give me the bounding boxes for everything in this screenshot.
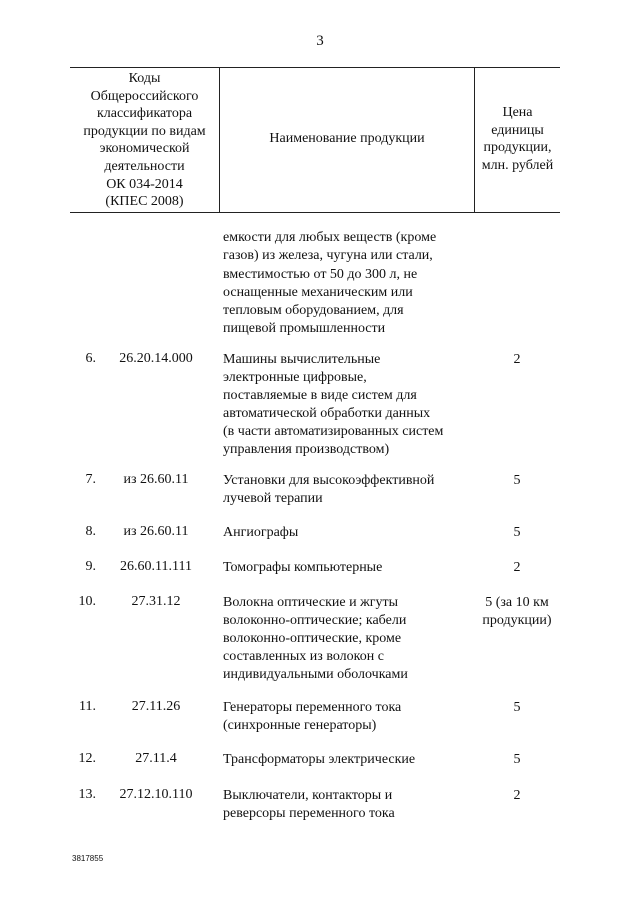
text-line: вместимостью от 50 до 300 л, не bbox=[223, 266, 418, 282]
row-price bbox=[470, 351, 564, 369]
row-price bbox=[470, 751, 564, 769]
row-number: 12. bbox=[78, 751, 96, 766]
row-code: 27.11.4 bbox=[135, 751, 177, 766]
row-product-name bbox=[223, 559, 473, 577]
text-line: электронные цифровые, bbox=[223, 369, 367, 385]
text-line: индивидуальными оболочками bbox=[223, 666, 408, 682]
text-line: Выключатели, контакторы и bbox=[223, 788, 393, 803]
row-code: из 26.60.11 bbox=[123, 524, 189, 539]
document-code: 3817855 bbox=[72, 854, 104, 863]
row-product-name bbox=[223, 472, 473, 508]
row-price bbox=[470, 594, 564, 630]
text-line: тепловым оборудованием, для bbox=[223, 303, 404, 319]
row-product-name bbox=[223, 751, 473, 769]
row-number: 10. bbox=[78, 594, 96, 609]
row-code: 27.12.10.110 bbox=[119, 787, 193, 802]
page-number: 3 bbox=[316, 33, 324, 49]
text-line: Трансформаторы электрические bbox=[223, 752, 416, 767]
row-code: 27.11.26 bbox=[131, 699, 181, 714]
row-code: 26.20.14.000 bbox=[119, 351, 193, 366]
text-line: продукции) bbox=[482, 613, 552, 628]
row-price bbox=[470, 472, 564, 490]
text-line: Установки для высокоэффективной bbox=[223, 473, 435, 488]
row-price bbox=[470, 699, 564, 717]
text-line: поставляемые в виде систем для bbox=[223, 387, 417, 403]
text-line: Машины вычислительные bbox=[223, 352, 381, 367]
row-number: 7. bbox=[85, 472, 96, 487]
text-line: оснащенные механическим или bbox=[223, 284, 413, 300]
text-line: 5 bbox=[513, 525, 521, 540]
continued-product-name bbox=[223, 229, 473, 339]
header-codes-line: Коды bbox=[128, 71, 161, 86]
row-product-name bbox=[223, 699, 473, 735]
row-number: 9. bbox=[85, 559, 96, 574]
text-line: Ангиографы bbox=[223, 525, 299, 540]
text-line: Волокна оптические и жгуты bbox=[223, 595, 399, 610]
row-number: 8. bbox=[85, 524, 96, 539]
header-price bbox=[475, 104, 560, 174]
row-price bbox=[470, 524, 564, 542]
text-line: газов) из железа, чугуна или стали, bbox=[223, 248, 433, 264]
row-code: 26.60.11.111 bbox=[120, 559, 192, 574]
text-line: 2 bbox=[513, 560, 521, 575]
text-line: 2 bbox=[513, 352, 521, 367]
row-number: 6. bbox=[85, 351, 96, 366]
row-code: из 26.60.11 bbox=[123, 472, 189, 487]
header-price-line: млн. рублей bbox=[481, 157, 554, 173]
text-line: 5 bbox=[513, 473, 521, 488]
row-product-name bbox=[223, 351, 473, 458]
header-codes-line: продукции по видам bbox=[83, 123, 206, 139]
header-codes-line: классификатора bbox=[96, 106, 193, 122]
row-price bbox=[470, 559, 564, 577]
row-product-name bbox=[223, 787, 473, 823]
text-line: волоконно-оптические, кроме bbox=[223, 630, 402, 646]
text-line: волоконно-оптические; кабели bbox=[223, 612, 407, 628]
text-line: (синхронные генераторы) bbox=[223, 717, 377, 733]
row-number: 13. bbox=[78, 787, 96, 802]
text-line: 5 bbox=[513, 700, 521, 715]
row-product-name bbox=[223, 524, 473, 542]
text-line: 5 (за 10 км bbox=[485, 595, 549, 610]
row-price bbox=[470, 787, 564, 805]
row-number: 11. bbox=[79, 699, 96, 714]
text-line: реверсоры переменного тока bbox=[223, 805, 395, 821]
header-codes-line: экономической bbox=[99, 141, 190, 157]
header-codes bbox=[70, 70, 219, 211]
header-product-name: Наименование продукции bbox=[269, 131, 425, 146]
text-line: емкости для любых веществ (кроме bbox=[223, 230, 437, 245]
text-line: управления производством) bbox=[223, 441, 390, 457]
text-line: составленных из волокон с bbox=[223, 648, 384, 664]
text-line: Генераторы переменного тока bbox=[223, 700, 402, 715]
text-line: 5 bbox=[513, 752, 521, 767]
row-product-name bbox=[223, 594, 473, 684]
text-line: пищевой промышленности bbox=[223, 321, 386, 337]
text-line: лучевой терапии bbox=[223, 490, 323, 506]
row-code: 27.31.12 bbox=[131, 594, 181, 609]
header-price-line: продукции, bbox=[483, 140, 552, 155]
text-line: Томографы компьютерные bbox=[223, 560, 383, 575]
header-codes-line: ОК 034-2014 bbox=[106, 176, 183, 192]
header-price-line: единицы bbox=[491, 122, 544, 138]
header-price-line: Цена bbox=[502, 105, 533, 120]
text-line: 2 bbox=[513, 788, 521, 803]
text-line: (в части автоматизированных систем bbox=[223, 423, 444, 439]
header-codes-line: деятельности bbox=[104, 158, 185, 174]
text-line: автоматической обработки данных bbox=[223, 405, 431, 421]
header-codes-line: Общероссийского bbox=[90, 88, 199, 104]
table-header bbox=[70, 67, 560, 213]
header-codes-line: (КПЕС 2008) bbox=[105, 194, 184, 210]
